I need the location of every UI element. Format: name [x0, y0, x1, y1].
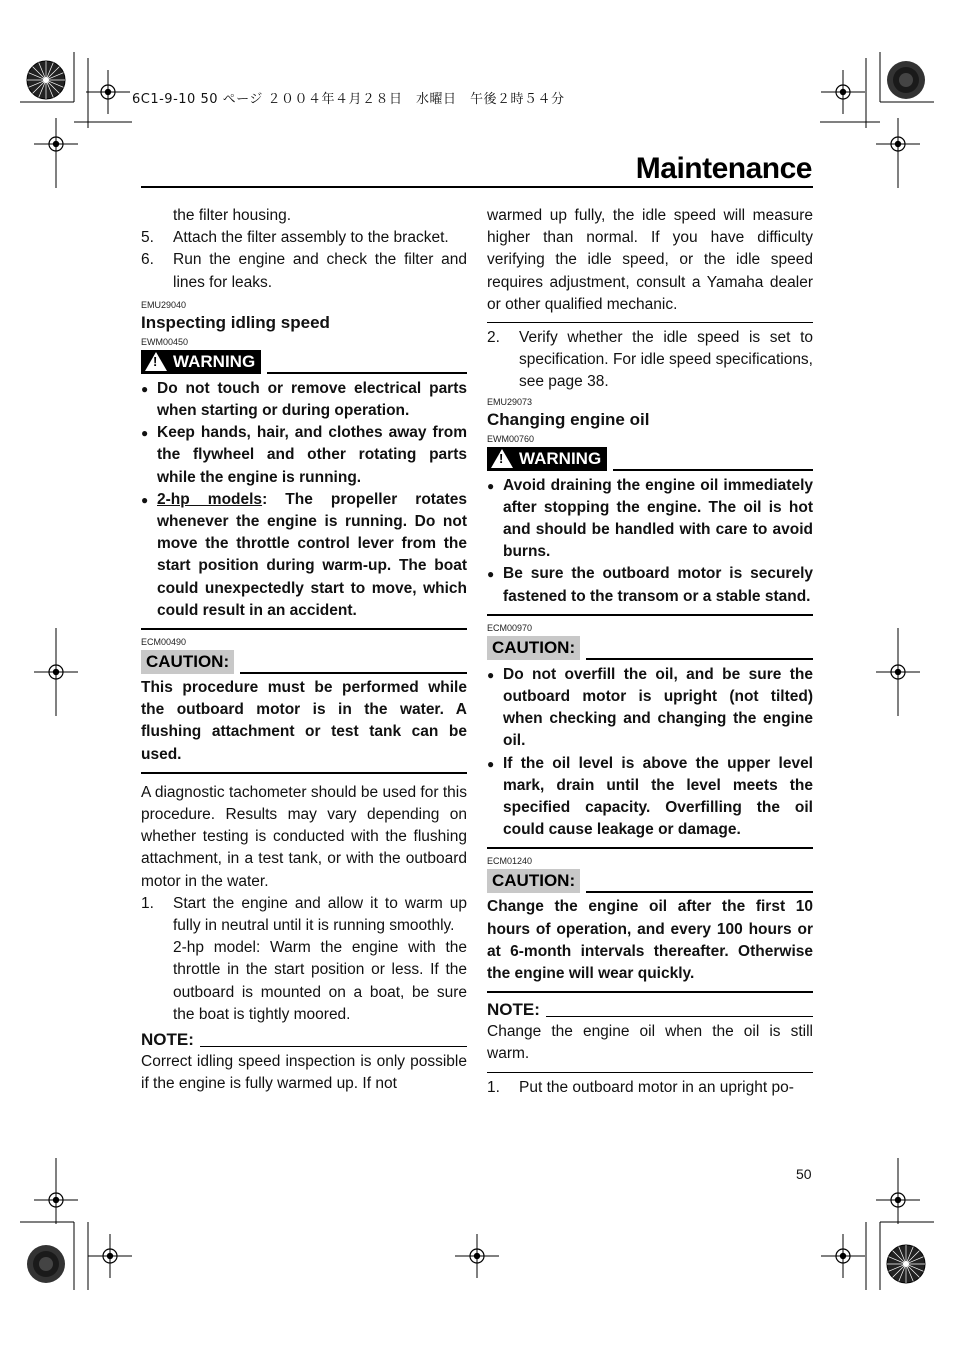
- section-heading: Inspecting idling speed: [141, 312, 330, 332]
- print-header: 6C1-9-10 50 ページ ２００４年４月２８日 水曜日 午後２時５４分: [132, 92, 565, 107]
- step-item: [487, 1077, 813, 1099]
- warning-end-rule: [487, 614, 813, 616]
- warning-end-rule: [141, 628, 467, 630]
- step-item: [487, 327, 813, 394]
- caution-end-rule: [487, 991, 813, 993]
- warning-text: Keep hands, hair, and clothes away from the flywheel and other rotating parts while the engine is running.: [157, 424, 467, 486]
- list-item: [141, 489, 467, 622]
- caution-header: [487, 636, 813, 660]
- bullet-icon: ●: [141, 381, 149, 396]
- warning-triangle-icon: !: [491, 449, 513, 468]
- note-header: [141, 1029, 467, 1051]
- label-rule: [200, 1046, 467, 1047]
- list-item: [141, 422, 467, 489]
- caution-label: CAUTION:: [487, 636, 580, 660]
- step-item: [141, 893, 467, 937]
- step-text: Put the outboard motor in an upright po-: [519, 1078, 794, 1096]
- note-end-rule: [487, 1072, 813, 1073]
- bullet-icon: ●: [487, 567, 495, 582]
- step-subtext: 2-hp model: Warm the engine with the throttle in the start position or less. If the outboard is mounted on a boat, be sure the boat is tightly moored.: [173, 939, 467, 1023]
- label-rule: [613, 469, 813, 471]
- warning-header: [487, 447, 813, 471]
- caution-text: This procedure must be performed while the outboard motor is in the water. A flushing attachment or test tank can be used.: [141, 679, 467, 763]
- note-label: NOTE:: [141, 1030, 194, 1050]
- caution-text: Do not overfill the oil, and be sure the outboard motor is upright (not tilted) when checking and changing the engine oil.: [503, 665, 813, 750]
- list-item: [141, 378, 467, 422]
- model-label: 2-hp models: [157, 490, 263, 508]
- page-title: Maintenance: [635, 152, 812, 185]
- bullet-icon: ●: [487, 667, 495, 682]
- section-code: EMU29040: [141, 299, 187, 310]
- caution-code: ECM00970: [487, 622, 533, 633]
- note-end-rule: [487, 322, 813, 323]
- list-item: [487, 753, 813, 842]
- step-number: 5.: [141, 229, 154, 247]
- label-rule: [546, 1016, 813, 1017]
- note-header: [487, 999, 813, 1021]
- warning-text: Do not touch or remove electrical parts when starting or during operation.: [157, 379, 467, 420]
- warning-text: Be sure the outboard motor is securely fastened to the transom or a stable stand.: [503, 565, 813, 605]
- caution-code: ECM00490: [141, 637, 187, 648]
- note-text: Change the engine oil when the oil is still warm.: [487, 1023, 813, 1063]
- warning-triangle-icon: !: [145, 352, 167, 371]
- warning-text: Avoid draining the engine oil immediately after stopping the engine. The oil is hot and should be handled with care to avoid burns.: [503, 476, 813, 561]
- warning-code: EWM00450: [141, 336, 189, 347]
- list-item: [487, 563, 813, 607]
- title-rule: [141, 186, 813, 188]
- step-number: 1.: [487, 1078, 500, 1096]
- right-column: [487, 205, 813, 1099]
- caution-list: [487, 664, 813, 842]
- label-rule: [586, 658, 813, 660]
- warning-code: EWM00760: [487, 433, 535, 444]
- caution-label: CAUTION:: [487, 869, 580, 893]
- note-text: Correct idling speed inspection is only possible if the engine is fully warmed up. If not: [141, 1053, 467, 1093]
- label-rule: [586, 891, 813, 893]
- step-text: Run the engine and check the filter and lines for leaks.: [173, 251, 467, 291]
- page-number: 50: [796, 1166, 812, 1182]
- list-item: [487, 664, 813, 753]
- bullet-icon: ●: [487, 756, 495, 771]
- step-number: 6.: [141, 251, 154, 269]
- label-rule: [240, 672, 467, 674]
- step-text: Verify whether the idle speed is set to specification. For idle speed specifications, see page 38.: [519, 329, 813, 391]
- continued-text: warmed up fully, the idle speed will measure higher than normal. If you have difficulty verifying the idle speed, or the idle speed requires adjustment, consult a Yamaha dealer or other qualified mechanic.: [487, 207, 813, 313]
- continued-text: the filter housing.: [173, 207, 292, 224]
- warning-list: [141, 378, 467, 622]
- section-heading: Changing engine oil: [487, 409, 650, 429]
- step-number: 2.: [487, 329, 500, 347]
- warning-list: [487, 475, 813, 608]
- warning-label: ! WARNING: [141, 350, 261, 374]
- note-label: NOTE:: [487, 1000, 540, 1020]
- warning-text: 2-hp models: The propeller rotates whenever the engine is running. Do not move the throttle control lever from the start position during warm-up. The boat could unexpectedly start to move, which could result in an accident.: [157, 490, 467, 619]
- warning-label: ! WARNING: [487, 447, 607, 471]
- step-item: [141, 249, 467, 293]
- caution-code: ECM01240: [487, 856, 533, 867]
- caution-header: [141, 650, 467, 674]
- left-column: [141, 205, 467, 1096]
- step-text: Attach the filter assembly to the bracket.: [173, 229, 449, 247]
- body-paragraph: A diagnostic tachometer should be used for this procedure. Results may vary depending on whether testing is conducted with the flushing attachment, in a test tank, or with the outboard motor in the water.: [141, 783, 467, 890]
- bullet-icon: ●: [141, 426, 149, 441]
- caution-end-rule: [141, 772, 467, 774]
- bullet-icon: ●: [141, 492, 149, 507]
- caution-text: Change the engine oil after the first 10 hours of operation, and every 100 hours or at 6-month intervals thereafter. Otherwise the engine will wear quickly.: [487, 898, 813, 983]
- caution-label: CAUTION:: [141, 650, 234, 674]
- step-item: [141, 227, 467, 249]
- caution-end-rule: [487, 847, 813, 849]
- caution-header: [487, 869, 813, 893]
- step-text: Start the engine and allow it to warm up fully in neutral until it is running smoothly.: [173, 894, 467, 935]
- step-number: 1.: [141, 894, 154, 912]
- list-item: [487, 475, 813, 564]
- section-code: EMU29073: [487, 396, 533, 407]
- bullet-icon: ●: [487, 478, 495, 493]
- warning-header: [141, 350, 467, 374]
- caution-text: If the oil level is above the upper level mark, drain until the level meets the specified capacity. Overfilling the oil could cause leakage or damage.: [503, 754, 813, 839]
- label-rule: [267, 372, 467, 374]
